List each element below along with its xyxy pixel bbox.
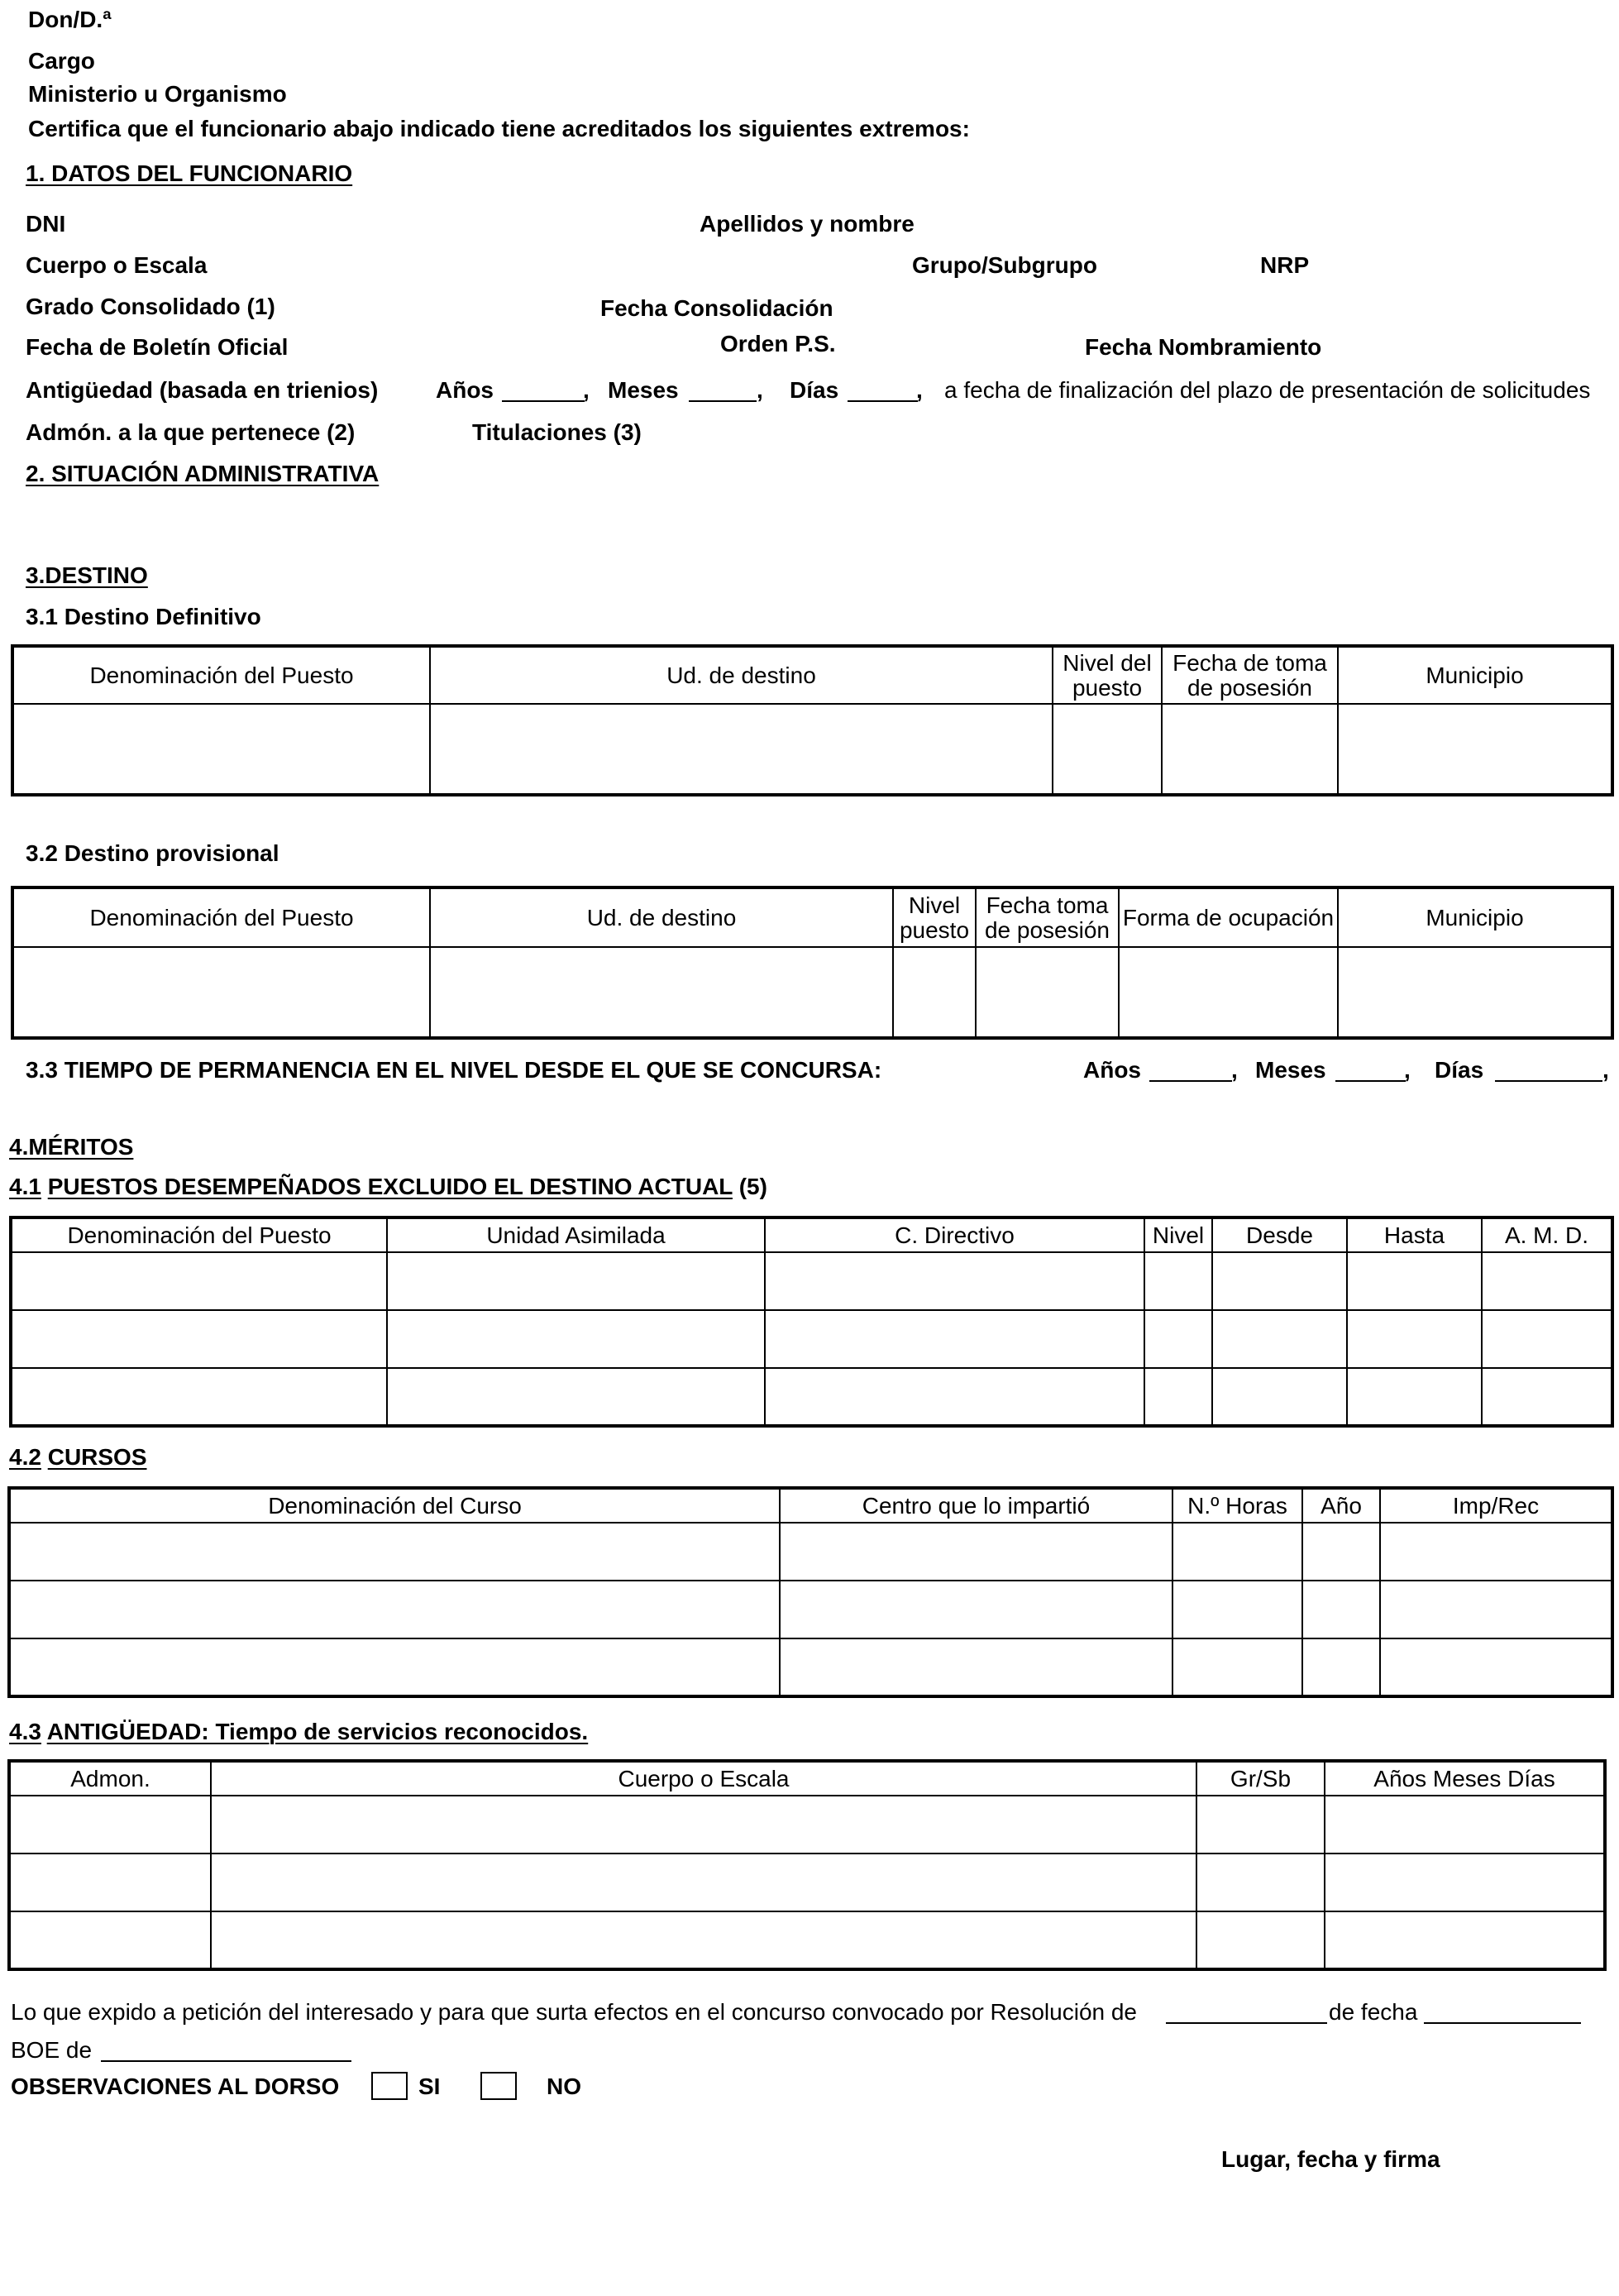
antiguedad-dias-label: Días	[790, 377, 839, 403]
table-row	[9, 1796, 1605, 1854]
col-header: Ud. de destino	[430, 646, 1053, 704]
tiempo-permanencia-label: 3.3 TIEMPO DE PERMANENCIA EN EL NIVEL DESDE EL QUE SE CONCURSA:	[26, 1057, 882, 1083]
table-cell[interactable]	[1196, 1854, 1325, 1911]
grado-label: Grado Consolidado (1)	[26, 294, 275, 319]
table-cell[interactable]	[12, 947, 430, 1038]
antiguedad-meses-blank[interactable]	[689, 382, 757, 402]
table-cell[interactable]	[1196, 1796, 1325, 1854]
table-cell[interactable]	[1162, 704, 1338, 795]
table-cell[interactable]	[1380, 1581, 1612, 1638]
col-header: Años Meses Días	[1325, 1761, 1605, 1796]
table-cell[interactable]	[765, 1252, 1144, 1310]
col-header: Forma de ocupación	[1119, 887, 1338, 947]
no-label: NO	[547, 2074, 581, 2099]
table-cell[interactable]	[1212, 1310, 1347, 1368]
table-cell[interactable]	[1338, 947, 1612, 1038]
observaciones-label: OBSERVACIONES AL DORSO	[11, 2074, 340, 2099]
nrp-label: NRP	[1260, 252, 1310, 278]
table-row	[9, 1854, 1605, 1911]
table-cell[interactable]	[9, 1523, 780, 1581]
cursos-heading: CURSOS	[47, 1444, 147, 1470]
destino-definitivo-table	[11, 644, 1614, 796]
table-cell[interactable]	[1053, 704, 1162, 795]
no-checkbox[interactable]	[480, 2072, 517, 2100]
comma: ,	[757, 377, 763, 403]
table-cell[interactable]	[1347, 1368, 1482, 1426]
col-header: N.º Horas	[1172, 1488, 1302, 1523]
table-cell[interactable]	[1380, 1523, 1612, 1581]
col-header: Denominación del Curso	[9, 1488, 780, 1523]
cuerpo-label: Cuerpo o Escala	[26, 252, 208, 278]
section-2-title: 2. SITUACIÓN ADMINISTRATIVA	[26, 461, 380, 486]
orden-label: Orden P.S.	[720, 331, 836, 356]
table-cell[interactable]	[1302, 1638, 1380, 1696]
tiempo-anos-label: Años	[1083, 1057, 1141, 1083]
antiguedad-heading: ANTIGÜEDAD: Tiempo de servicios reconocidos.	[46, 1719, 589, 1744]
antiguedad-label: Antigüedad (basada en trienios)	[26, 377, 379, 403]
dni-label: DNI	[26, 211, 66, 237]
destino-definitivo-title: 3.1 Destino Definitivo	[26, 604, 261, 629]
section-1-title: 1. DATOS DEL FUNCIONARIO	[26, 160, 353, 186]
table-cell[interactable]	[1302, 1581, 1380, 1638]
antiguedad-num: 4.3	[9, 1719, 41, 1744]
table-cell[interactable]	[11, 1368, 387, 1426]
col-header: A. M. D.	[1482, 1217, 1612, 1252]
col-header: Imp/Rec	[1380, 1488, 1612, 1523]
table-cell[interactable]	[780, 1523, 1172, 1581]
table-cell[interactable]	[1380, 1638, 1612, 1696]
table-cell[interactable]	[211, 1854, 1196, 1911]
table-row	[11, 1252, 1612, 1310]
col-header: Nivel del puesto	[1053, 646, 1162, 704]
fecha-boletin-label: Fecha de Boletín Oficial	[26, 334, 289, 360]
certifica-text: Certifica que el funcionario abajo indicado tiene acreditados los siguientes extremos:	[28, 116, 970, 141]
table-cell[interactable]	[387, 1252, 765, 1310]
antiguedad-table	[7, 1759, 1607, 1971]
apellidos-label: Apellidos y nombre	[700, 211, 915, 237]
fecha-consolidacion-label: Fecha Consolidación	[600, 295, 833, 321]
col-header: Denominación del Puesto	[11, 1217, 387, 1252]
col-header: C. Directivo	[765, 1217, 1144, 1252]
cursos-table	[7, 1486, 1614, 1698]
col-header: Municipio	[1338, 646, 1612, 704]
table-cell[interactable]	[780, 1581, 1172, 1638]
table-cell[interactable]	[1325, 1854, 1605, 1911]
col-header: Admon.	[9, 1761, 211, 1796]
table-cell[interactable]	[780, 1638, 1172, 1696]
table-cell[interactable]	[1325, 1911, 1605, 1969]
table-cell[interactable]	[1144, 1368, 1212, 1426]
table-cell[interactable]	[9, 1796, 211, 1854]
table-cell[interactable]	[9, 1638, 780, 1696]
don-label: Don/D.ª	[28, 7, 112, 32]
puestos-heading: PUESTOS DESEMPEÑADOS EXCLUIDO EL DESTINO ACTUAL	[47, 1174, 733, 1199]
fecha-blank[interactable]	[1424, 2004, 1581, 2024]
resolucion-blank[interactable]	[1166, 2004, 1327, 2024]
table-cell[interactable]	[1482, 1368, 1612, 1426]
col-header: Unidad Asimilada	[387, 1217, 765, 1252]
col-header: Denominación del Puesto	[12, 887, 430, 947]
boe-blank[interactable]	[101, 2042, 351, 2062]
table-row	[9, 1638, 1612, 1696]
table-cell[interactable]	[12, 704, 430, 795]
table-cell[interactable]	[11, 1252, 387, 1310]
antiguedad-anos-blank[interactable]	[502, 382, 585, 402]
tiempo-dias-blank[interactable]	[1495, 1062, 1602, 1082]
grupo-label: Grupo/Subgrupo	[912, 252, 1097, 278]
titulaciones-label: Titulaciones (3)	[472, 419, 642, 445]
boe-label: BOE de	[11, 2037, 93, 2063]
comma: ,	[1231, 1057, 1238, 1083]
puestos-table	[9, 1216, 1614, 1428]
destino-provisional-table	[11, 886, 1614, 1040]
section-3-title: 3.DESTINO	[26, 562, 148, 588]
table-cell[interactable]	[430, 947, 893, 1038]
tiempo-anos-blank[interactable]	[1149, 1062, 1232, 1082]
table-cell[interactable]	[765, 1368, 1144, 1426]
comma: ,	[583, 377, 590, 403]
col-header: Fecha toma de posesión	[976, 887, 1119, 947]
col-header: Fecha de toma de posesión	[1162, 646, 1338, 704]
table-cell[interactable]	[1172, 1523, 1302, 1581]
table-row	[9, 1911, 1605, 1969]
col-header: Desde	[1212, 1217, 1347, 1252]
table-cell[interactable]	[430, 704, 1053, 795]
table-row	[9, 1581, 1612, 1638]
comma: ,	[1404, 1057, 1411, 1083]
fecha-nombramiento-label: Fecha Nombramiento	[1085, 334, 1322, 360]
tiempo-meses-label: Meses	[1255, 1057, 1326, 1083]
table-cell[interactable]	[211, 1911, 1196, 1969]
table-cell[interactable]	[1482, 1310, 1612, 1368]
puestos-num: 4.1	[9, 1174, 41, 1199]
table-cell[interactable]	[1347, 1252, 1482, 1310]
table-cell[interactable]	[1172, 1581, 1302, 1638]
antiguedad-meses-label: Meses	[608, 377, 679, 403]
table-cell[interactable]	[1144, 1252, 1212, 1310]
col-header: Hasta	[1347, 1217, 1482, 1252]
comma: ,	[916, 377, 923, 403]
table-cell[interactable]	[893, 947, 976, 1038]
ministerio-label: Ministerio u Organismo	[28, 81, 287, 107]
table-cell[interactable]	[11, 1310, 387, 1368]
table-cell[interactable]	[976, 947, 1119, 1038]
cursos-num: 4.2	[9, 1444, 41, 1470]
table-row	[9, 1523, 1612, 1581]
puestos-title	[9, 1175, 767, 1198]
antiguedad-dias-blank[interactable]	[848, 382, 918, 402]
col-header: Gr/Sb	[1196, 1761, 1325, 1796]
firma-label: Lugar, fecha y firma	[1221, 2146, 1440, 2172]
table-cell[interactable]	[1325, 1796, 1605, 1854]
puestos-note: (5)	[738, 1174, 767, 1199]
destino-provisional-title: 3.2 Destino provisional	[26, 840, 279, 866]
table-cell[interactable]	[387, 1368, 765, 1426]
table-cell[interactable]	[1338, 704, 1612, 795]
plazo-text: a fecha de finalización del plazo de presentación de solicitudes	[944, 377, 1591, 403]
antiguedad-anos-label: Años	[436, 377, 494, 403]
col-header: Nivel puesto	[893, 887, 976, 947]
table-cell[interactable]	[1212, 1252, 1347, 1310]
table-cell[interactable]	[1212, 1368, 1347, 1426]
antiguedad-title	[9, 1720, 588, 1744]
tiempo-dias-label: Días	[1435, 1057, 1484, 1083]
table-cell[interactable]	[9, 1854, 211, 1911]
col-header: Centro que lo impartió	[780, 1488, 1172, 1523]
col-header: Nivel	[1144, 1217, 1212, 1252]
table-row	[11, 1368, 1612, 1426]
admon-label: Admón. a la que pertenece (2)	[26, 419, 356, 445]
col-header: Año	[1302, 1488, 1380, 1523]
table-row	[11, 1310, 1612, 1368]
comma: ,	[1602, 1057, 1609, 1083]
table-cell[interactable]	[1172, 1638, 1302, 1696]
tiempo-meses-blank[interactable]	[1335, 1062, 1406, 1082]
table-cell[interactable]	[765, 1310, 1144, 1368]
si-checkbox[interactable]	[371, 2072, 408, 2100]
table-cell[interactable]	[1302, 1523, 1380, 1581]
de-fecha-label: de fecha	[1329, 1999, 1418, 2025]
section-4-title: 4.MÉRITOS	[9, 1134, 134, 1160]
cursos-title	[9, 1446, 147, 1469]
table-cell[interactable]	[1196, 1911, 1325, 1969]
expido-text: Lo que expido a petición del interesado y para que surta efectos en el concurso convocado por Resolución de	[11, 1999, 1138, 2025]
col-header: Municipio	[1338, 887, 1612, 947]
si-label: SI	[418, 2074, 441, 2099]
table-cell[interactable]	[1347, 1310, 1482, 1368]
table-cell[interactable]	[9, 1581, 780, 1638]
table-cell[interactable]	[1482, 1252, 1612, 1310]
table-cell[interactable]	[387, 1310, 765, 1368]
table-cell[interactable]	[1144, 1310, 1212, 1368]
col-header: Ud. de destino	[430, 887, 893, 947]
table-cell[interactable]	[9, 1911, 211, 1969]
table-cell[interactable]	[211, 1796, 1196, 1854]
table-cell[interactable]	[1119, 947, 1338, 1038]
col-header: Cuerpo o Escala	[211, 1761, 1196, 1796]
col-header: Denominación del Puesto	[12, 646, 430, 704]
cargo-label: Cargo	[28, 48, 95, 74]
